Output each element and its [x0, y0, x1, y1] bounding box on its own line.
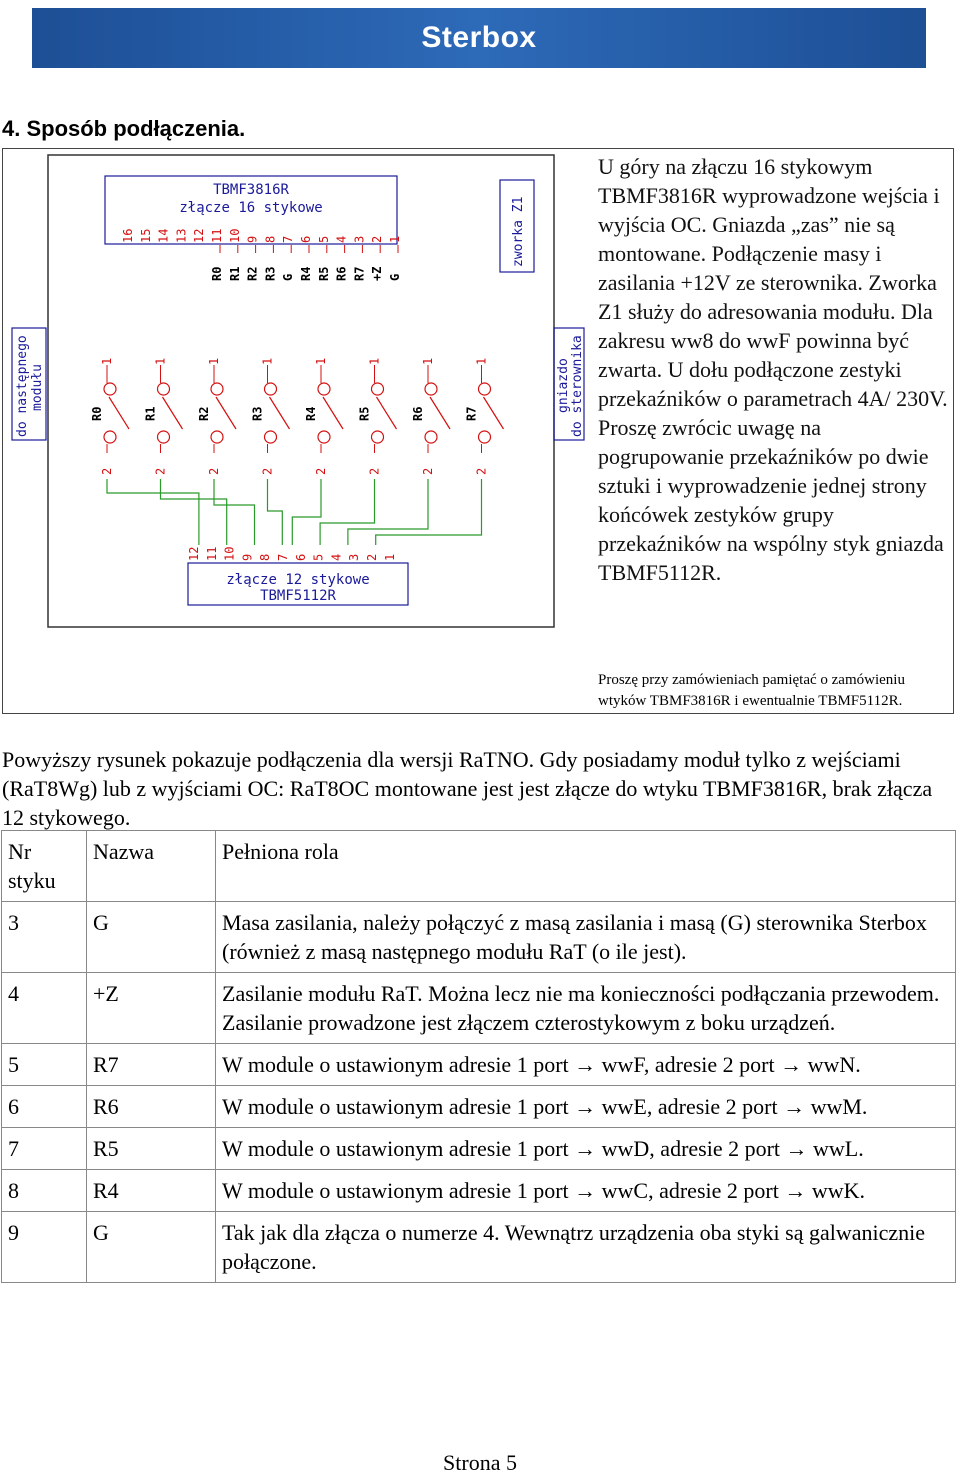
top-connector-title: TBMF3816R: [213, 182, 289, 198]
pin-role: W module o ustawionym adresie 1 port → wwF, adresie 2 port → wwN.: [216, 1044, 956, 1086]
table-row: [2, 1170, 956, 1212]
bottom-pin-label: 6: [293, 553, 308, 561]
top-pin-label: 14: [156, 228, 171, 243]
pin-number: 3: [2, 902, 87, 973]
top-pin-label: 2: [370, 235, 385, 243]
pin-name: R7: [87, 1044, 216, 1086]
table-row: [2, 1044, 956, 1086]
bottom-pin-label: 3: [347, 553, 362, 561]
relay-pin-bottom: 2: [314, 467, 328, 475]
top-pin-label: 5: [316, 235, 331, 243]
relay-contact: [425, 431, 437, 443]
relay-pin-top: 1: [367, 357, 382, 365]
version-paragraph: Powyższy rysunek pokazuje podłączenia dla wersji RaTNO. Gdy posiadamy moduł tylko z wejściami (RaT8Wg) lub z wyjściami OC: RaT8OC montowane jest jest złącze do wtyku TBMF3816R, brak złącza 12 stykowego.: [2, 747, 933, 830]
relay-pin-top: 1: [474, 357, 489, 365]
pin-name: +Z: [87, 973, 216, 1044]
relay-label: R4: [304, 406, 318, 421]
relay-pin-top: 1: [207, 357, 221, 365]
relay-switch: [484, 397, 504, 429]
pin-role: W module o ustawionym adresie 1 port → wwE, adresie 2 port → wwM.: [216, 1086, 956, 1128]
signal-label: G: [388, 273, 402, 281]
relay-contact: [318, 383, 330, 395]
signal-label: R0: [210, 266, 224, 281]
pin-role: Zasilanie modułu RaT. Można lecz nie ma konieczności podłączania przewodem. Zasilanie prowadzone jest złączem czterostykowym z boku urządzeń.: [216, 973, 956, 1044]
relay-label: R6: [411, 406, 425, 421]
table-row: [2, 1128, 956, 1170]
top-pin-label: 9: [245, 235, 260, 243]
top-pin-label: 3: [352, 235, 367, 243]
relay-label: R1: [143, 406, 158, 421]
pin-role: Tak jak dla złącza o numerze 4. Wewnątrz urządzenia oba styki są galwanicznie połączone.: [216, 1212, 956, 1283]
pin-number: 8: [2, 1170, 87, 1212]
right-connector-label: gniazdo: [556, 358, 571, 413]
relay-contact: [104, 383, 116, 395]
pin-number: 7: [2, 1128, 87, 1170]
signal-label: R4: [299, 266, 313, 281]
bottom-pin-label: 11: [204, 546, 219, 561]
wiring-diagram: [10, 153, 585, 633]
relay-pin-bottom: 2: [100, 467, 114, 475]
relay-pin-top: 1: [100, 357, 114, 365]
right-connector-label: do sterownika: [570, 335, 585, 437]
left-connector-label: modułu: [30, 364, 45, 411]
relay-contact: [479, 431, 491, 443]
signal-label: R6: [334, 266, 349, 281]
top-pin-label: 13: [174, 228, 189, 243]
order-note: Proszę przy zamówieniach pamiętać o zamówieniu wtyków TBMF3816R i ewentualnie TBMF5112R.: [598, 672, 905, 709]
signal-label: R2: [245, 266, 260, 281]
bottom-pin-label: 8: [258, 553, 273, 561]
bottom-connector-title: złącze 12 stykowe: [226, 572, 370, 588]
pin-name: R6: [87, 1086, 216, 1128]
pin-table: [1, 830, 956, 1283]
bottom-pin-label: 5: [311, 553, 326, 561]
relay-trace: [107, 479, 199, 545]
table-row: [2, 1212, 956, 1283]
relay-pin-top: 1: [314, 357, 328, 365]
relay-contact: [318, 431, 330, 443]
top-pin-label: 4: [334, 235, 349, 243]
sterbox-logo: Sterbox: [421, 21, 537, 54]
diagram-description: U góry na złączu 16 stykowym TBMF3816R wyprowadzone wejścia i wyjścia OC. Gniazda „zas” nie są montowane. Podłączenie masy i zasilania +12V ze sterownika. Zworka Z1 służy do adresowania modułu. Dla zakresu ww8 do wwF powinna być zwarta. U dołu podłączone zestyki przekaźników o parametrach 4A/ 230V. Proszę zwrócic uwagę na pogrupowanie przekaźników po dwie sztuki i wyprowadzenie jednej strony końcówek zestyków grupy przekaźników na wspólny styk gniazda TBMF5112R.: [598, 154, 948, 585]
table-row: [2, 1086, 956, 1128]
relay-contact: [104, 431, 116, 443]
signal-label: R5: [316, 266, 331, 281]
jumper-label: zworka Z1: [511, 196, 526, 267]
signal-label: R3: [263, 266, 278, 281]
pin-role: W module o ustawionym adresie 1 port → wwD, adresie 2 port → wwL.: [216, 1128, 956, 1170]
relay-contact: [158, 383, 170, 395]
relay-pin-bottom: 2: [260, 467, 275, 475]
pin-role: W module o ustawionym adresie 1 port → wwC, adresie 2 port → wwK.: [216, 1170, 956, 1212]
relay-switch: [430, 397, 450, 429]
relay-switch: [270, 397, 290, 429]
bottom-connector-subtitle: TBMF5112R: [260, 588, 336, 604]
pin-number: 6: [2, 1086, 87, 1128]
relay-trace: [161, 479, 227, 545]
relay-switch: [109, 397, 129, 429]
relay-pin-bottom: 2: [421, 467, 435, 475]
relay-switch: [323, 397, 343, 429]
bottom-pin-label: 12: [187, 546, 201, 561]
relay-pin-top: 1: [260, 357, 275, 365]
relay-label: R5: [357, 406, 372, 421]
left-connector-label: do następnego: [15, 335, 30, 437]
top-pin-label: 1: [388, 235, 402, 243]
pin-number: 4: [2, 973, 87, 1044]
top-pin-label: 11: [210, 228, 224, 243]
bottom-pin-label: 1: [382, 553, 397, 561]
header-pin-number: Nr styku: [2, 831, 87, 902]
relay-pin-top: 1: [153, 357, 168, 365]
pin-name: G: [87, 1212, 216, 1283]
signal-label: R7: [352, 266, 367, 281]
relay-contact: [425, 383, 437, 395]
top-pin-label: 8: [263, 235, 278, 243]
top-pin-label: 16: [121, 228, 135, 243]
section-title: 4. Sposób podłączenia.: [2, 116, 246, 141]
pin-name: R4: [87, 1170, 216, 1212]
pin-name: R5: [87, 1128, 216, 1170]
relay-pin-bottom: 2: [367, 467, 382, 475]
top-pin-label: 6: [299, 235, 313, 243]
relay-pin-bottom: 2: [474, 467, 489, 475]
relay-contact: [372, 431, 384, 443]
pin-name: G: [87, 902, 216, 973]
relay-contact: [158, 431, 170, 443]
top-connector-subtitle: złącze 16 stykowe: [179, 200, 323, 216]
relay-switch: [377, 397, 397, 429]
bottom-pin-label: 2: [365, 553, 379, 561]
relay-contact: [265, 383, 277, 395]
signal-label: +Z: [370, 266, 385, 281]
relay-label: R0: [90, 406, 104, 421]
relay-pin-top: 1: [421, 357, 435, 365]
header-role: Pełniona rola: [216, 831, 956, 902]
relay-trace: [268, 479, 283, 545]
relay-trace: [292, 479, 321, 545]
relay-label: R7: [464, 406, 479, 421]
table-header-row: [2, 831, 956, 902]
relay-contact: [265, 431, 277, 443]
bottom-pin-label: 9: [240, 553, 255, 561]
bottom-pin-label: 10: [222, 546, 237, 561]
top-pin-label: 12: [192, 228, 207, 243]
bottom-pin-label: 4: [329, 553, 344, 561]
sterbox-header-banner: [32, 8, 926, 68]
relay-switch: [216, 397, 236, 429]
relay-label: R3: [250, 406, 265, 421]
pin-number: 5: [2, 1044, 87, 1086]
relay-pin-bottom: 2: [207, 467, 221, 475]
table-row: [2, 973, 956, 1044]
signal-label: G: [281, 273, 296, 281]
relay-pin-bottom: 2: [153, 467, 168, 475]
relay-trace: [214, 479, 255, 545]
signal-label: R1: [227, 266, 242, 281]
top-pin-label: 7: [281, 235, 296, 243]
relay-switch: [163, 397, 183, 429]
relay-label: R2: [197, 406, 211, 421]
page-number: Strona 5: [443, 1450, 517, 1475]
relay-contact: [211, 383, 223, 395]
bottom-pin-label: 7: [276, 553, 290, 561]
top-pin-label: 10: [227, 228, 242, 243]
relay-contact: [211, 431, 223, 443]
relay-contact: [479, 383, 491, 395]
pin-role: Masa zasilania, należy połączyć z masą zasilania i masą (G) sterownika Sterbox (również z masą następnego modułu RaT (o ile jest).: [216, 902, 956, 973]
header-name: Nazwa: [87, 831, 216, 902]
table-row: [2, 902, 956, 973]
top-pin-label: 15: [138, 228, 153, 243]
pin-number: 9: [2, 1212, 87, 1283]
relay-contact: [372, 383, 384, 395]
